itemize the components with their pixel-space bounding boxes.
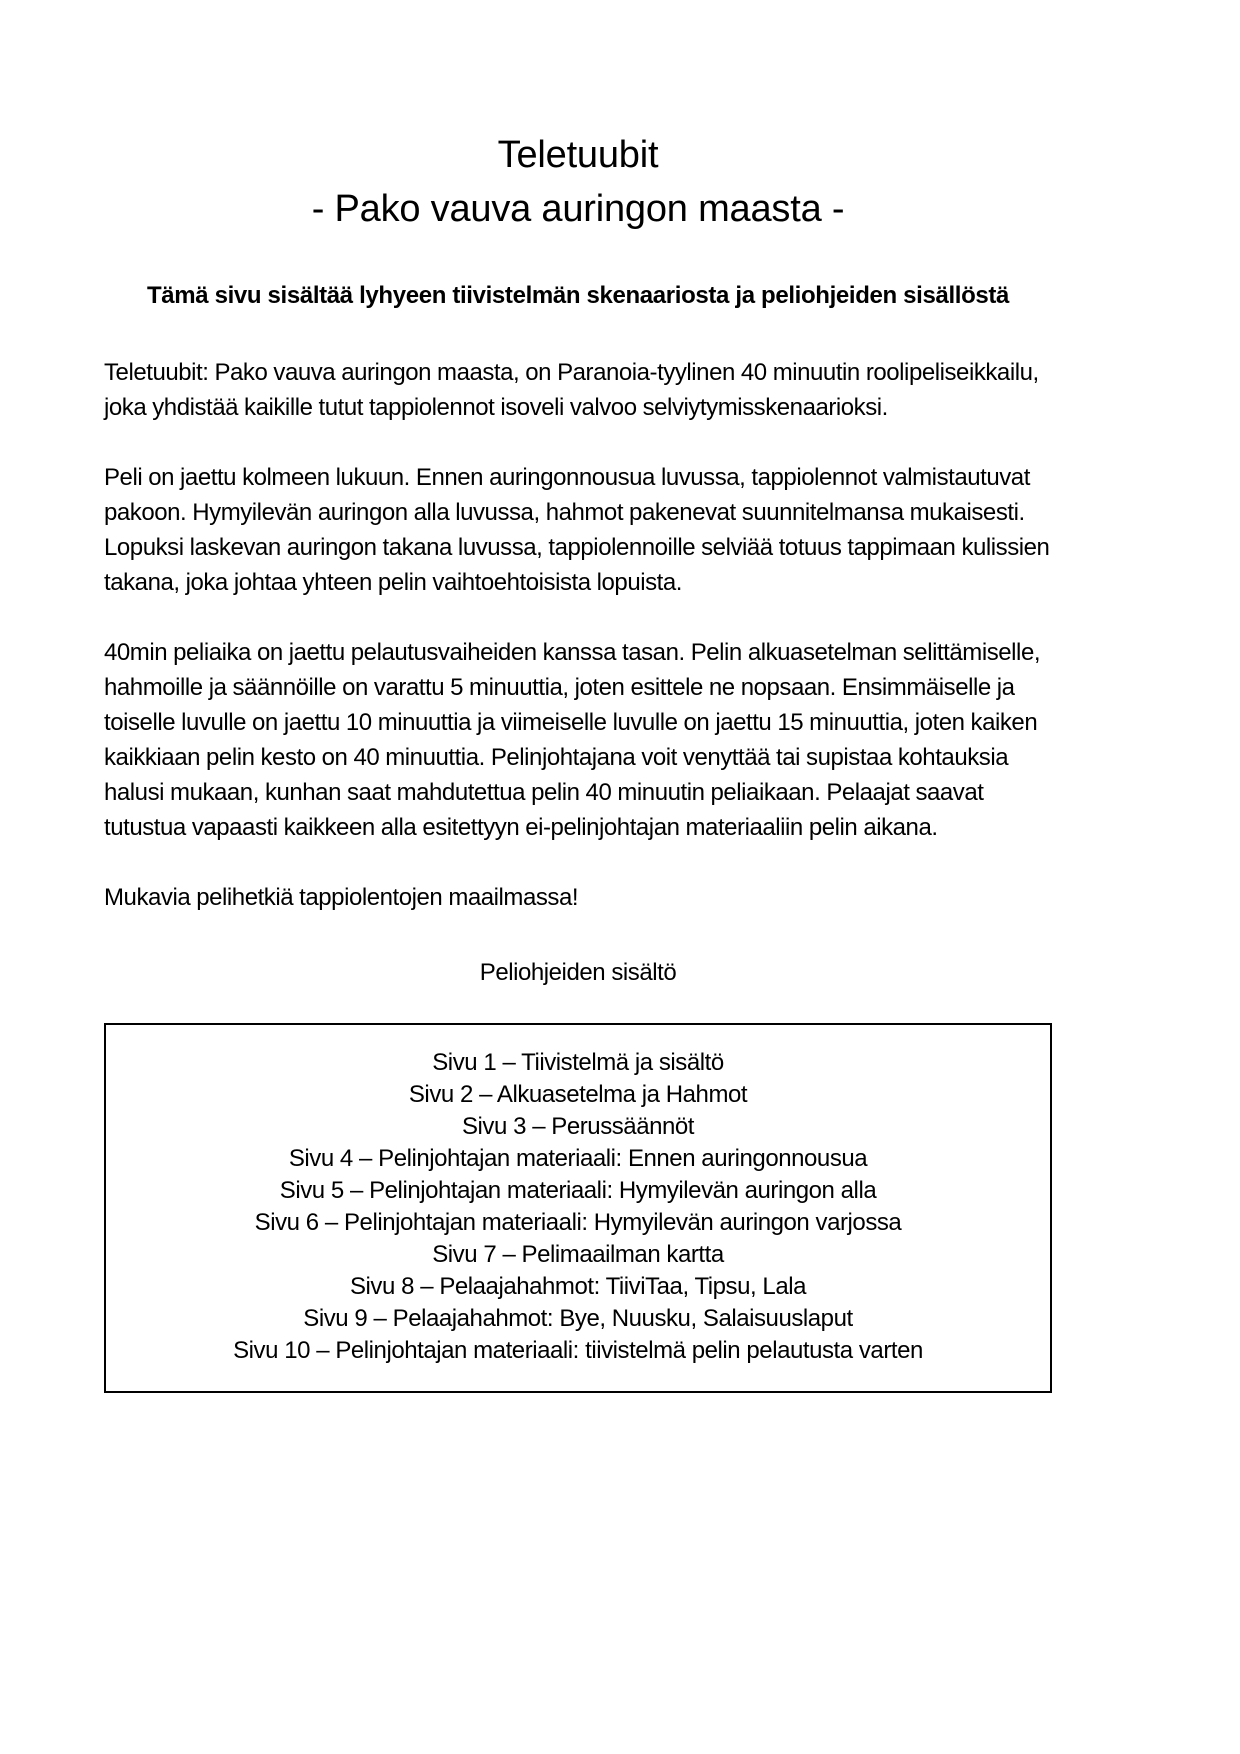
body-paragraph-2: Peli on jaettu kolmeen lukuun. Ennen auringonnousua luvussa, tappiolennot valmistautuvat pakoon. Hymyilevän auringon alla luvussa, hahmot pakenevat suunnitelmansa mukaisesti. Lopuksi laskevan auringon takana luvussa, tappiolennoille selviää totuus tappimaan kulissien takana, joka johtaa yhteen pelin vaihtoehtoisista lopuista. <box>104 464 1050 596</box>
toc-item: Sivu 6 – Pelinjohtajan materiaali: Hymyilevän auringon varjossa <box>254 1209 902 1236</box>
toc-item: Sivu 9 – Pelaajahahmot: Bye, Nuusku, Salaisuuslaput <box>303 1305 853 1332</box>
toc-item: Sivu 5 – Pelinjohtajan materiaali: Hymyilevän auringon alla <box>279 1177 877 1204</box>
body-paragraph-1: Teletuubit: Pako vauva auringon maasta, on Paranoia-tyylinen 40 minuutin roolipeliseikkailu, joka yhdistää kaikille tutut tappiolennot isoveli valvoo selviytymisskenaarioksi. <box>104 359 1039 421</box>
toc-item: Sivu 7 – Pelimaailman kartta <box>432 1241 724 1268</box>
document-content <box>104 128 1052 1393</box>
lead-paragraph: Tämä sivu sisältää lyhyeen tiivistelmän skenaariosta ja peliohjeiden sisällöstä <box>146 282 1010 309</box>
toc-list <box>116 1047 1040 1367</box>
toc-item: Sivu 3 – Perussäännöt <box>461 1113 695 1140</box>
toc-item: Sivu 1 – Tiivistelmä ja sisältö <box>432 1049 724 1076</box>
toc-box <box>104 1023 1052 1393</box>
document-title <box>104 128 1052 236</box>
body-paragraph-3: 40min peliaika on jaettu pelautusvaiheiden kanssa tasan. Pelin alkuasetelman selittämiselle, hahmoille ja säännöille on varattu 5 minuuttia, joten esittele ne nopsaan. Ensimmäiselle ja toiselle luvulle on jaettu 10 minuuttia ja viimeiselle luvulle on jaettu 15 minuuttia, joten kaiken kaikkiaan pelin kesto on 40 minuuttia. Pelinjohtajana voit venyttää tai supistaa kohtauksia halusi mukaan, kunhan saat mahdutettua pelin 40 minuutin peliaikaan. Pelaajat saavat tutustua vapaasti kaikkeen alla esitettyyn ei-pelinjohtajan materiaaliin pelin aikana. <box>104 639 1041 841</box>
toc-item: Sivu 10 – Pelinjohtajan materiaali: tiivistelmä pelin pelautusta varten <box>233 1337 923 1364</box>
closing-paragraph: Mukavia pelihetkiä tappiolentojen maailmassa! <box>104 884 579 911</box>
toc-item: Sivu 2 – Alkuasetelma ja Hahmot <box>408 1081 748 1108</box>
toc-item: Sivu 8 – Pelaajahahmot: TiiviTaa, Tipsu, Lala <box>349 1273 807 1300</box>
toc-item: Sivu 4 – Pelinjohtajan materiaali: Ennen auringonnousua <box>288 1145 868 1172</box>
title-line-primary: Teletuubit <box>497 134 659 176</box>
title-line-subtitle: - Pako vauva auringon maasta - <box>311 188 845 230</box>
toc-heading: Peliohjeiden sisältö <box>479 959 677 986</box>
